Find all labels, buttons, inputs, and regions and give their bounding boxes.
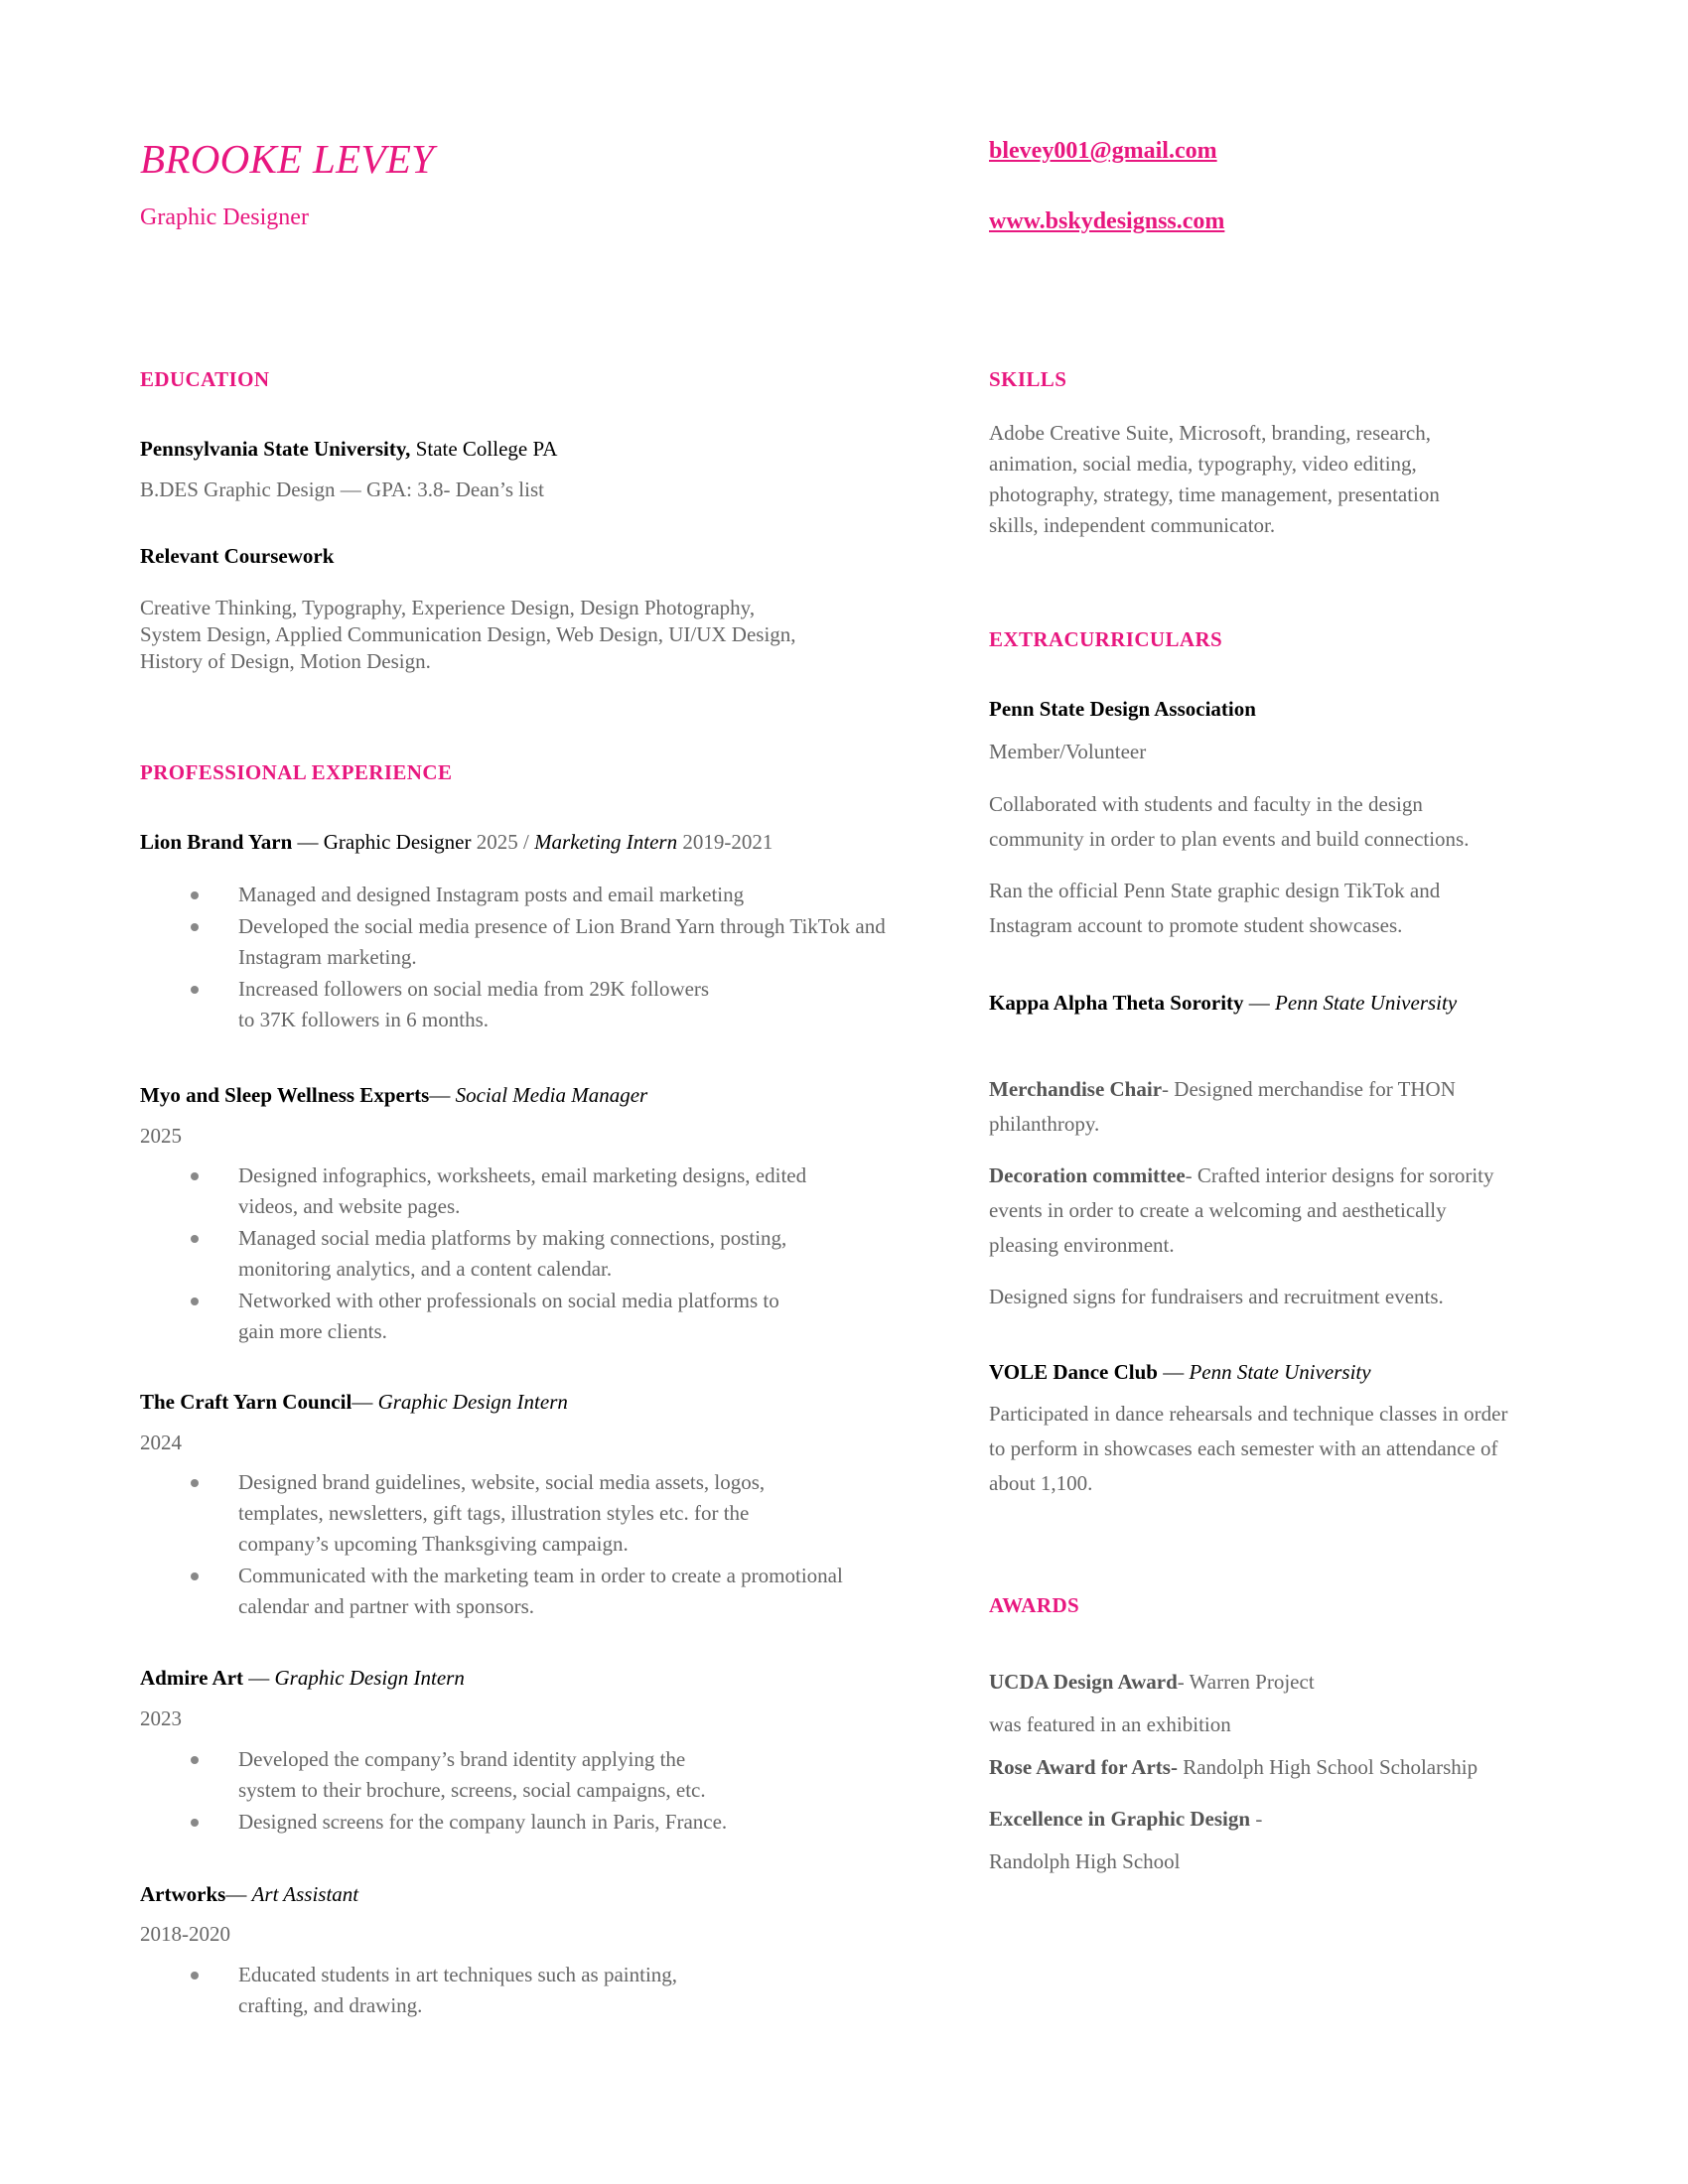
job-bullets (238, 1960, 953, 2022)
bullet-item: Managed and designed Instagram posts and email marketing (238, 880, 953, 910)
bullet-item: Increased followers on social media from 29K followers to 37K followers in 6 months. (238, 974, 953, 1035)
job-role: Art Assistant (251, 1882, 359, 1906)
bullet-dot-icon (191, 1235, 199, 1243)
coursework-heading: Relevant Coursework (140, 544, 335, 568)
activity-description (989, 1397, 1507, 1501)
activity-line: philanthropy. (989, 1112, 1100, 1136)
skills-line: animation, social media, typography, video editing, (989, 452, 1417, 476)
activity-school: Penn State University (1275, 991, 1458, 1015)
degree-line: B.DES Graphic Design — GPA: 3.8- Dean’s list (140, 478, 544, 501)
job-separator: — (352, 1390, 378, 1414)
job-year: 2025 (140, 1124, 182, 1148)
job-role: Social Media Manager (455, 1083, 648, 1107)
activity-line: Ran the official Penn State graphic design TikTok and (989, 879, 1441, 902)
activity-line: Instagram account to promote student showcases. (989, 913, 1403, 937)
job-title-line (140, 1387, 568, 1418)
job-company: Admire Art (140, 1666, 244, 1690)
activity-line: pleasing environment. (989, 1233, 1175, 1257)
job-title-line (140, 827, 773, 858)
job-bullets (238, 880, 953, 1036)
skills-text (989, 418, 1440, 541)
award-line: Excellence in Graphic Design - (989, 1807, 1263, 1831)
experience-heading: PROFESSIONAL EXPERIENCE (140, 760, 453, 784)
bullet-item: Communicated with the marketing team in order to create a promotional calendar and partner with sponsors. (238, 1561, 953, 1622)
activity-line: Collaborated with students and faculty in the design (989, 792, 1423, 816)
coursework-text (140, 595, 796, 675)
email-link[interactable]: blevey001@gmail.com (989, 138, 1217, 164)
skills-heading: SKILLS (989, 367, 1067, 391)
education-heading: EDUCATION (140, 367, 270, 391)
activity-description (989, 1072, 1456, 1142)
extracurriculars-heading: EXTRACURRICULARS (989, 627, 1223, 651)
bullet-dot-icon (191, 1819, 199, 1827)
job-separator: — (429, 1083, 456, 1107)
award-line: UCDA Design Award- Warren Project (989, 1670, 1315, 1694)
bullet-item: Designed infographics, worksheets, email marketing designs, edited videos, and website pages. (238, 1160, 953, 1222)
job-title-line (140, 1663, 465, 1694)
bullet-item: Designed brand guidelines, website, social media assets, logos, templates, newsletters, gift tags, illustration styles etc. for the company’s upcoming Thanksgiving campaign. (238, 1467, 953, 1560)
skills-line: photography, strategy, time management, presentation (989, 482, 1440, 506)
job-bullets (238, 1467, 953, 1623)
bullet-dot-icon (191, 1756, 199, 1764)
school-name: Pennsylvania State University, (140, 437, 411, 461)
job-year: 2024 (140, 1431, 182, 1454)
job-year: 2018-2020 (140, 1922, 230, 1946)
bullet-dot-icon (191, 891, 199, 899)
activity-description (989, 787, 1469, 857)
job-company: Artworks (140, 1882, 226, 1906)
activity-separator: — (1157, 1360, 1190, 1384)
job-separator: — (243, 1666, 275, 1690)
job-role: Marketing Intern (534, 830, 678, 854)
job-year: 2019-2021 (677, 830, 774, 854)
website-link[interactable]: www.bskydesignss.com (989, 208, 1225, 234)
bullet-item: Developed the social media presence of Lion Brand Yarn through TikTok and Instagram marketing. (238, 911, 953, 973)
education-school-line (140, 434, 557, 465)
award-line: was featured in an exhibition (989, 1712, 1231, 1736)
job-separator: — (292, 830, 324, 854)
activity-line: about 1,100. (989, 1471, 1093, 1495)
job-company: Lion Brand Yarn (140, 830, 293, 854)
bullet-dot-icon (191, 1297, 199, 1305)
skills-line: skills, independent communicator. (989, 513, 1276, 537)
activity-separator: — (1243, 991, 1276, 1015)
skills-line: Adobe Creative Suite, Microsoft, branding, research, (989, 421, 1431, 445)
coursework-line: Creative Thinking, Typography, Experience Design, Design Photography, (140, 596, 756, 619)
resume-title: Graphic Designer (140, 205, 309, 230)
bullet-dot-icon (191, 923, 199, 931)
activity-role: Member/Volunteer (989, 740, 1147, 763)
bullet-item: Designed screens for the company launch in Paris, France. (238, 1807, 953, 1838)
activity-name: VOLE Dance Club (989, 1360, 1158, 1384)
activity-school: Penn State University (1189, 1360, 1371, 1384)
bullet-dot-icon (191, 1972, 199, 1979)
activity-name: Penn State Design Association (989, 697, 1256, 721)
award-item (989, 1661, 1477, 1789)
bullet-item: Networked with other professionals on social media platforms to gain more clients. (238, 1286, 953, 1347)
bullet-item: Managed social media platforms by making connections, posting, monitoring analytics, and a content calendar. (238, 1223, 953, 1285)
job-title-line (140, 1080, 647, 1111)
job-company: Myo and Sleep Wellness Experts (140, 1083, 430, 1107)
activity-line: Participated in dance rehearsals and technique classes in order (989, 1402, 1508, 1426)
job-bullets (238, 1160, 953, 1348)
coursework-line: History of Design, Motion Design. (140, 649, 431, 673)
bullet-dot-icon (191, 986, 199, 994)
coursework-line: System Design, Applied Communication Design, Web Design, UI/UX Design, (140, 622, 796, 646)
job-year: 2025 / (471, 830, 535, 854)
award-item (989, 1798, 1262, 1883)
activity-title-line (989, 1357, 1371, 1388)
activity-name: Kappa Alpha Theta Sorority (989, 991, 1244, 1015)
school-location: State College PA (410, 437, 558, 461)
activity-line: Merchandise Chair- Designed merchandise for THON (989, 1077, 1456, 1101)
award-line: Randolph High School (989, 1849, 1181, 1873)
job-separator: — (225, 1882, 252, 1906)
activity-line: Designed signs for fundraisers and recruitment events. (989, 1285, 1444, 1308)
activity-description (989, 1159, 1494, 1263)
job-role: Graphic Design Intern (377, 1390, 568, 1414)
bullet-item: Developed the company’s brand identity applying the system to their brochure, screens, social campaigns, etc. (238, 1744, 953, 1806)
activity-line: events in order to create a welcoming and aesthetically (989, 1198, 1447, 1222)
activity-line: to perform in showcases each semester with an attendance of (989, 1436, 1498, 1460)
resume-name: BROOKE LEVEY (140, 136, 435, 182)
bullet-dot-icon (191, 1172, 199, 1180)
activity-title-line (989, 988, 1457, 1019)
job-role: Graphic Designer (323, 830, 472, 854)
bullet-dot-icon (191, 1479, 199, 1487)
awards-heading: AWARDS (989, 1593, 1080, 1617)
activity-description (989, 874, 1440, 943)
job-bullets (238, 1744, 953, 1839)
job-year: 2023 (140, 1706, 182, 1730)
job-company: The Craft Yarn Council (140, 1390, 352, 1414)
bullet-dot-icon (191, 1572, 199, 1580)
job-title-line (140, 1879, 358, 1910)
activity-line: Decoration committee- Crafted interior designs for sorority (989, 1163, 1494, 1187)
activity-line: community in order to plan events and build connections. (989, 827, 1470, 851)
award-line: Rose Award for Arts- Randolph High School Scholarship (989, 1755, 1478, 1779)
bullet-item: Educated students in art techniques such as painting, crafting, and drawing. (238, 1960, 953, 2021)
job-role: Graphic Design Intern (274, 1666, 465, 1690)
